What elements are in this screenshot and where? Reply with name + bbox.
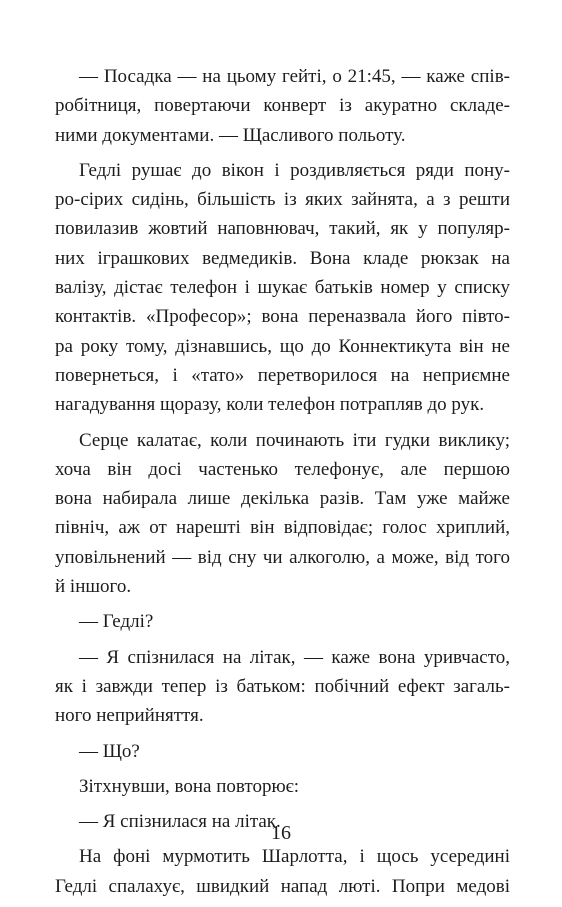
text-line: валізу, дістає телефон і шукає батьків номер у списку	[55, 277, 510, 299]
page-body	[55, 62, 510, 907]
text-line: Гедлі спалахує, швидкий напад люті. Попри медові	[55, 875, 510, 897]
text-line: Гедлі рушає до вікон і роздивляється ряди пону-	[79, 159, 510, 181]
paragraph	[55, 842, 510, 901]
text-line: — Я спізнилася на літак.	[79, 811, 281, 833]
text-line: — Що?	[79, 740, 140, 762]
text-line: контактів. «Професор»; вона переназвала його півто-	[55, 306, 510, 328]
text-line: — Я спізнилася на літак, — каже вона уривчасто,	[79, 646, 510, 668]
paragraph	[55, 62, 510, 150]
text-line: північ, аж от нарешті він відповідає; голос хриплий,	[55, 517, 510, 539]
text-line: них іграшкових ведмедиків. Вона кладе рюкзак на	[55, 247, 510, 269]
paragraph	[55, 772, 510, 801]
text-line: Зітхнувши, вона повторює:	[79, 775, 300, 797]
text-line: ними документами. — Щасливого польоту.	[55, 124, 406, 146]
text-line: нагадування щоразу, коли телефон потрапляв до рук.	[55, 394, 485, 416]
text-line: хоча він досі частенько телефонує, але першою	[55, 458, 510, 480]
text-line: ро-сірих сидінь, більшість із яких зайнята, а з решти	[55, 189, 510, 211]
text-line: повилазив жовтий наповнювач, такий, як у популяр-	[55, 218, 510, 240]
text-line: ного неприйняття.	[55, 705, 204, 727]
text-line: уповільнений — від сну чи алкоголю, а може, від того	[55, 546, 510, 568]
text-line: — Посадка — на цьому гейті, о 21:45, — каже спів-	[79, 66, 510, 87]
text-line: як і завжди тепер із батьком: побічний ефект загаль-	[55, 675, 510, 697]
page-number: 16	[271, 822, 291, 844]
text-line: повернеться, і «тато» перетворилося на неприємне	[55, 364, 510, 386]
text-line: й іншого.	[55, 576, 132, 598]
text-line: Серце калатає, коли починають іти гудки виклику;	[79, 429, 510, 451]
paragraph	[55, 156, 510, 420]
paragraph	[55, 607, 510, 636]
paragraph	[55, 426, 510, 602]
text-line: На фоні мурмотить Шарлотта, і щось усередині	[79, 846, 510, 868]
text-line: ра року тому, дізнавшись, що до Коннектикута він не	[55, 335, 510, 357]
text-line: вона набирала лише декілька разів. Там уже майже	[55, 488, 510, 510]
text-line: робітниця, повертаючи конверт із акуратно складе-	[55, 95, 510, 117]
paragraph	[55, 643, 510, 731]
paragraph	[55, 737, 510, 766]
text-line: — Гедлі?	[79, 611, 154, 633]
